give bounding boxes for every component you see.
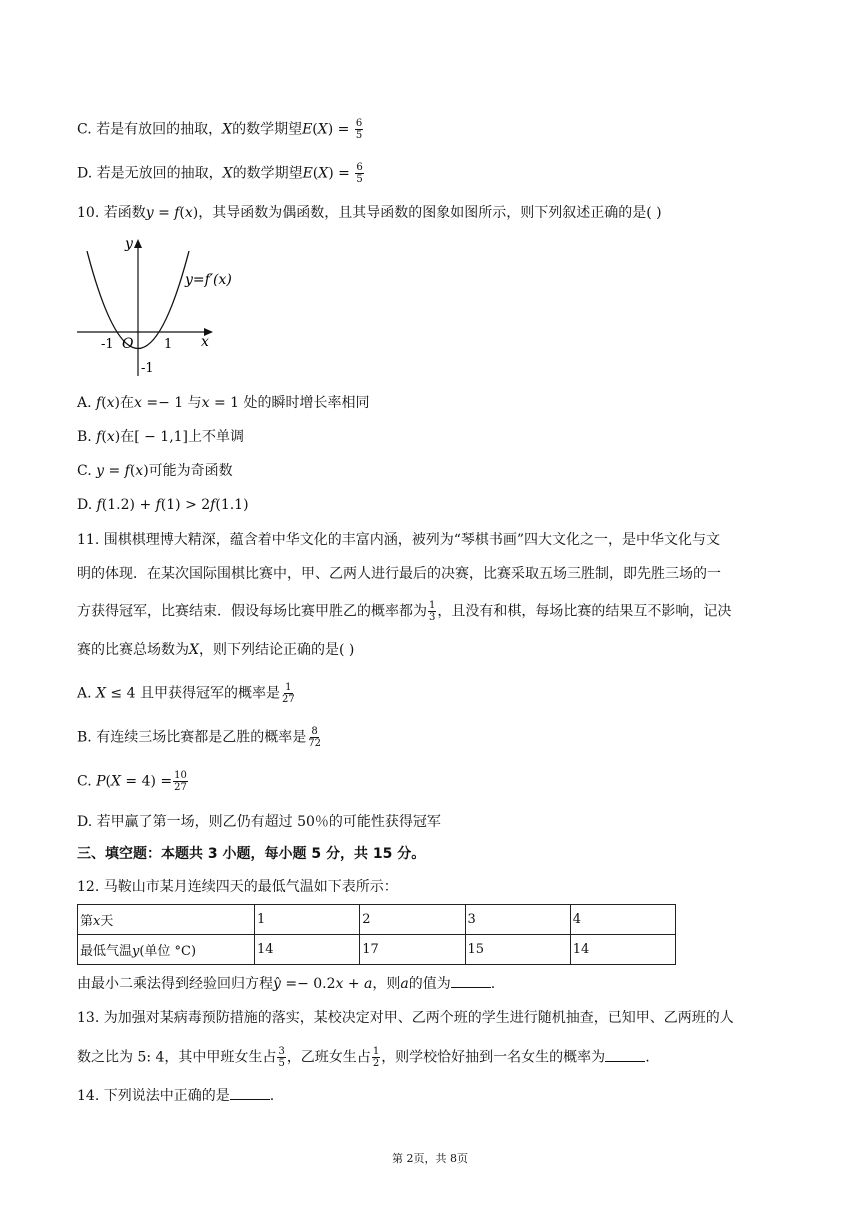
table-cell: 2 bbox=[360, 905, 465, 935]
table-cell: 14 bbox=[570, 935, 675, 965]
q13-fraction-1: $\frac{3}{5}$ bbox=[278, 1046, 285, 1069]
table-cell: 第𝑥天 bbox=[78, 905, 255, 935]
graph-tick-neg1-x: -1 bbox=[101, 337, 114, 352]
q11-option-b: B. 有连续三场比赛都是乙胜的概率是 $\frac{8}{72}$ bbox=[77, 726, 321, 749]
derivative-graph bbox=[77, 228, 232, 378]
q10-option-d: D. 𝑓(1.2) + 𝑓(1) > 2𝑓(1.1) bbox=[77, 497, 249, 513]
q12-stem: 12. 马鞍山市某月连续四天的最低气温如下表所示： bbox=[77, 879, 398, 895]
q11-line-2: 明的体现．在某次国际围棋比赛中，甲、乙两人进行最后的决赛，比赛采取五场三胜制，即先胜三场的一 bbox=[77, 566, 721, 582]
q10-stem: 10. 若函数𝑦 = 𝑓(𝑥)，其导函数为偶函数，且其导函数的图象如图所示，则下列叙述正确的是( ) bbox=[77, 205, 662, 221]
table-row bbox=[78, 905, 676, 935]
page-footer: 第 2页，共 8页 bbox=[392, 1152, 468, 1165]
q9-option-c-fraction: $\frac{6}{5}$ bbox=[355, 118, 363, 141]
q10-option-a: A. 𝑓(𝑥)在𝑥 =− 1 与𝑥 = 1 处的瞬时增长率相同 bbox=[77, 395, 370, 411]
q11-option-b-fraction: $\frac{8}{72}$ bbox=[308, 726, 321, 749]
q11-option-a: A. 𝑋 ≤ 4 且甲获得冠军的概率是 $\frac{1}{27}$ bbox=[77, 682, 295, 705]
temperature-table bbox=[77, 904, 676, 965]
graph-tick-1-x: 1 bbox=[164, 337, 173, 352]
table-cell: 最低气温𝑦(单位 °C) bbox=[78, 935, 255, 965]
q11-line-4: 赛的比赛总场数为𝑋，则下列结论正确的是( ) bbox=[77, 642, 355, 658]
q10-option-b: B. 𝑓(𝑥)在[ − 1,1]上不单调 bbox=[77, 429, 245, 445]
table-row bbox=[78, 935, 676, 965]
q12-after: 由最小二乘法得到经验回归方程𝑦̂ =− 0.2𝑥 + 𝑎，则𝑎的值为 . bbox=[77, 973, 495, 994]
q13-fraction-2: $\frac{1}{2}$ bbox=[372, 1046, 380, 1069]
graph-curve-label: y=f′(x) bbox=[185, 272, 232, 288]
q10-option-c: C. 𝑦 = 𝑓(𝑥)可能为奇函数 bbox=[77, 463, 233, 479]
table-cell: 17 bbox=[360, 935, 465, 965]
q9-option-d-text: D. 若是无放回的抽取，𝑋的数学期望𝐸(𝑋) = bbox=[77, 165, 350, 182]
q13-line-2: 数之比为 5: 4，其中甲班女生占 $\frac{3}{5}$ ，乙班女生占 $\frac{1}{2}$ ，则学校恰好抽到一名女生的概率为 . bbox=[77, 1046, 650, 1069]
q11-line-1: 11. 围棋棋理博大精深，蕴含着中华文化的丰富内涵，被列为“琴棋书画”四大文化之一，是中华文化与文 bbox=[77, 532, 721, 548]
q9-option-c bbox=[77, 118, 364, 141]
table-cell: 14 bbox=[255, 935, 360, 965]
q11-option-d: D. 若甲赢了第一场，则乙仍有超过 50％的可能性获得冠军 bbox=[77, 814, 441, 830]
table-cell: 4 bbox=[570, 905, 675, 935]
q11-option-c-fraction: $\frac{10}{27}$ bbox=[174, 770, 187, 793]
graph-tick-neg1-y: -1 bbox=[141, 361, 154, 376]
table-cell: 15 bbox=[465, 935, 570, 965]
table-cell: 1 bbox=[255, 905, 360, 935]
q11-option-a-fraction: $\frac{1}{27}$ bbox=[281, 682, 295, 705]
q9-option-d bbox=[77, 162, 365, 185]
q14-stem: 14. 下列说法中正确的是 . bbox=[77, 1085, 274, 1106]
graph-origin-label: O bbox=[122, 336, 134, 352]
q11-probability-fraction: $\frac{1}{3}$ bbox=[429, 600, 436, 623]
table-cell: 3 bbox=[465, 905, 570, 935]
answer-blank bbox=[605, 1047, 645, 1062]
q9-option-c-text: C. 若是有放回的抽取，𝑋的数学期望𝐸(𝑋) = bbox=[77, 121, 350, 138]
answer-blank bbox=[451, 973, 491, 988]
graph-x-label: x bbox=[201, 334, 209, 350]
q11-line-3: 方获得冠军，比赛结束．假设每场比赛甲胜乙的概率都为 $\frac{1}{3}$ ，且没有和棋，每场比赛的结果互不影响，记决 bbox=[77, 600, 732, 623]
answer-blank bbox=[230, 1085, 270, 1100]
graph-y-label: y bbox=[125, 236, 133, 252]
q11-option-c: C. 𝑃(𝑋 = 4) = $\frac{10}{27}$ bbox=[77, 770, 187, 793]
q13-line-1: 13. 为加强对某病毒预防措施的落实，某校决定对甲、乙两个班的学生进行随机抽查，已知甲、乙两班的人 bbox=[77, 1010, 734, 1026]
q9-option-d-fraction: $\frac{6}{5}$ bbox=[356, 162, 363, 185]
section-3-heading: 三、填空题：本题共 3 小题，每小题 5 分，共 15 分。 bbox=[77, 846, 426, 862]
